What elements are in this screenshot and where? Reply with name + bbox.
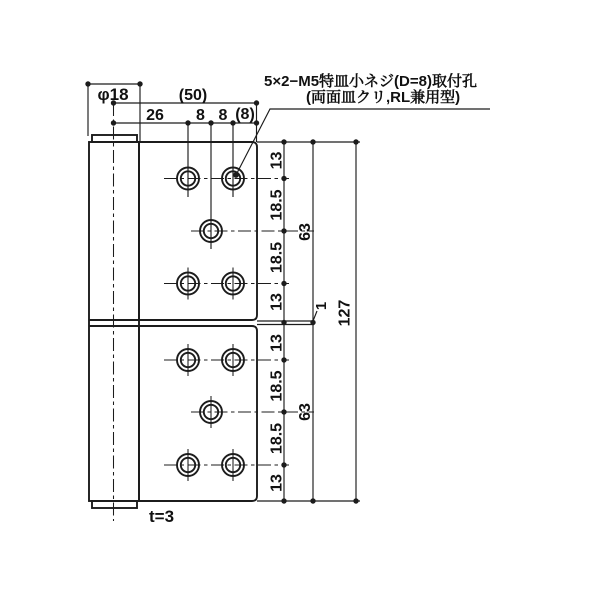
label-total-width: (50) xyxy=(178,87,208,104)
label-leaf-height-top: 63 xyxy=(297,223,314,241)
label-chain-top-18.5a: 18.5 xyxy=(268,189,286,221)
label-chain-bottom-18.5b: 18.5 xyxy=(268,422,286,455)
label-chain-top-18.5b: 18.5 xyxy=(268,241,286,274)
label-leaf-height-bottom: 63 xyxy=(297,403,314,421)
label-chain-bottom-18.5a: 18.5 xyxy=(268,370,286,402)
barrel-top-cap xyxy=(92,135,137,142)
label-thickness: t=3 xyxy=(149,507,175,526)
label-barrel-diameter: φ18 xyxy=(97,85,129,104)
label-gap: 1 xyxy=(313,301,330,311)
dimension-lines xyxy=(88,84,490,501)
hole-centerlines xyxy=(164,179,314,466)
label-chain-bottom-13b: 13 xyxy=(268,474,286,492)
label-total-height: 127 xyxy=(336,299,354,327)
label-pitch-8a: 8 xyxy=(196,107,205,124)
dimension-dots xyxy=(85,81,358,503)
label-offset-26: 26 xyxy=(146,107,164,124)
label-chain-top-13b: 13 xyxy=(268,293,286,311)
label-chain-bottom-13a: 13 xyxy=(268,334,286,352)
label-chain-top-13a: 13 xyxy=(268,151,286,170)
dimension-labels xyxy=(97,72,477,526)
label-edge-8: (8) xyxy=(235,106,255,123)
annotation-line1: 5×2−M5特皿小ネジ(D=8)取付孔 xyxy=(264,73,477,90)
label-pitch-8b: 8 xyxy=(218,107,228,124)
annotation-line2: (両面皿クリ,RL兼用型) xyxy=(306,89,461,106)
barrel-bottom-cap xyxy=(92,501,137,508)
